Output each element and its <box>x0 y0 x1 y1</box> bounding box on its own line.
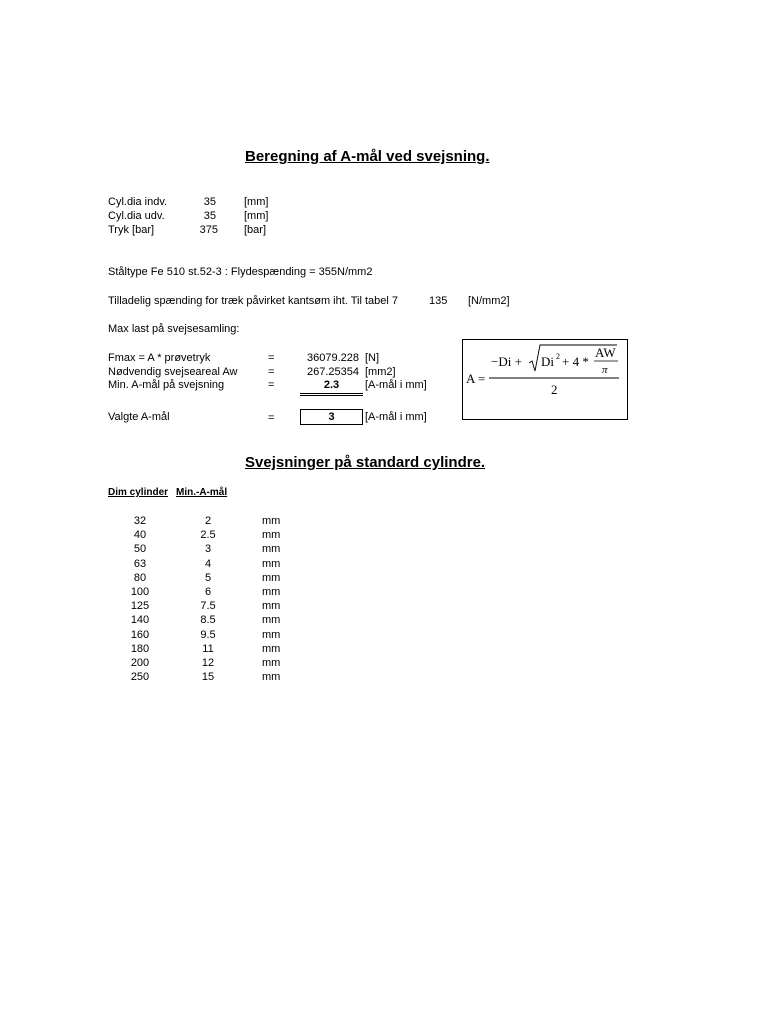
section-title-standard-cylinders: Svejsninger på standard cylindre. <box>245 454 486 471</box>
fmax-unit: [N] <box>365 352 380 364</box>
table-cell-min-a: 4 <box>204 558 212 570</box>
table-cell-unit: mm <box>262 614 281 626</box>
table-cell-dim: 40 <box>133 529 147 541</box>
formula-box <box>462 339 628 420</box>
chosen-a-label: Valgte A-mål <box>108 411 170 423</box>
input-label-pressure: Tryk [bar] <box>108 224 155 236</box>
table-cell-min-a: 11 <box>202 643 214 655</box>
weld-area-value: 267.25354 <box>307 366 359 378</box>
table-cell-dim: 180 <box>130 643 150 655</box>
table-cell-unit: mm <box>262 643 281 655</box>
input-value-outer-dia: 35 <box>203 210 216 222</box>
formula-exponent: 2 <box>556 352 560 361</box>
formula-numerator-prefix: −Di + <box>491 354 522 369</box>
fmax-value: 36079.228 <box>307 352 359 364</box>
table-cell-dim: 125 <box>130 600 150 612</box>
page-title: Beregning af A-mål ved svejsning. <box>245 148 490 165</box>
input-unit-pressure: [bar] <box>244 224 267 236</box>
chosen-a-eq: = <box>268 412 275 424</box>
chosen-a-value-cell[interactable]: 3 <box>300 409 363 425</box>
allowable-stress-unit: [N/mm2] <box>468 295 510 307</box>
table-cell-unit: mm <box>262 586 281 598</box>
table-cell-unit: mm <box>262 671 281 683</box>
formula-graphic <box>463 340 627 419</box>
table-cell-dim: 80 <box>133 572 147 584</box>
table-cell-dim: 140 <box>130 614 150 626</box>
table-cell-min-a: 15 <box>201 671 215 683</box>
fmax-eq: = <box>268 352 275 364</box>
formula-denominator: 2 <box>551 382 558 397</box>
input-label-inner-dia: Cyl.dia indv. <box>108 196 168 208</box>
chosen-a-unit: [A-mål i mm] <box>365 411 427 423</box>
min-a-eq: = <box>268 379 275 391</box>
table-cell-min-a: 12 <box>201 657 215 669</box>
table-cell-unit: mm <box>262 543 281 555</box>
table-cell-min-a: 3 <box>204 543 212 555</box>
table-cell-min-a: 6 <box>204 586 212 598</box>
min-a-value: 2.3 <box>300 378 363 396</box>
input-value-pressure: 375 <box>199 224 218 236</box>
table-cell-dim: 63 <box>133 558 147 570</box>
table-cell-dim: 50 <box>133 543 147 555</box>
formula-lhs: A = <box>466 371 486 386</box>
fmax-label: Fmax = A * prøvetryk <box>108 352 211 364</box>
table-cell-dim: 250 <box>130 671 150 683</box>
allowable-stress-label: Tilladelig spænding for træk påvirket kantsøm iht. Til tabel 7 <box>108 295 398 307</box>
min-a-label: Min. A-mål på svejsning <box>108 379 225 391</box>
formula-radicand: Di <box>541 354 554 369</box>
table-cell-dim: 32 <box>133 515 147 527</box>
formula-plus-four: + 4 * <box>562 354 589 369</box>
table-cell-unit: mm <box>262 600 281 612</box>
input-unit-inner-dia: [mm] <box>244 196 269 208</box>
weld-area-unit: [mm2] <box>365 366 396 378</box>
table-cell-unit: mm <box>262 657 281 669</box>
table-cell-min-a: 2 <box>204 515 212 527</box>
table-cell-dim: 200 <box>130 657 150 669</box>
table-cell-min-a: 7.5 <box>200 600 216 612</box>
weld-area-eq: = <box>268 366 275 378</box>
weld-area-label: Nødvendig svejseareal Aw <box>108 366 238 378</box>
table-cell-min-a: 9.5 <box>200 629 216 641</box>
formula-frac-den: π <box>602 364 608 376</box>
table-cell-dim: 100 <box>130 586 150 598</box>
table-cell-unit: mm <box>262 629 281 641</box>
formula-frac-num: AW <box>595 345 616 360</box>
input-value-inner-dia: 35 <box>203 196 216 208</box>
table-cell-unit: mm <box>262 572 281 584</box>
table-cell-min-a: 2.5 <box>200 529 216 541</box>
table-cell-unit: mm <box>262 558 281 570</box>
steel-type-text: Ståltype Fe 510 st.52-3 : Flydespænding = 355N/mm2 <box>108 266 373 278</box>
input-label-outer-dia: Cyl.dia udv. <box>108 210 165 222</box>
table-cell-dim: 160 <box>130 629 150 641</box>
allowable-stress-value: 135 <box>429 295 448 307</box>
table-cell-min-a: 8.5 <box>200 614 216 626</box>
table-cell-unit: mm <box>262 515 281 527</box>
table-cell-unit: mm <box>262 529 281 541</box>
input-unit-outer-dia: [mm] <box>244 210 269 222</box>
table-cell-min-a: 5 <box>204 572 212 584</box>
min-a-unit: [A-mål i mm] <box>365 379 427 391</box>
table-header-min-a: Min.-A-mål <box>176 487 228 498</box>
max-load-label: Max last på svejsesamling: <box>108 323 240 335</box>
table-header-dim: Dim cylinder <box>108 487 169 498</box>
